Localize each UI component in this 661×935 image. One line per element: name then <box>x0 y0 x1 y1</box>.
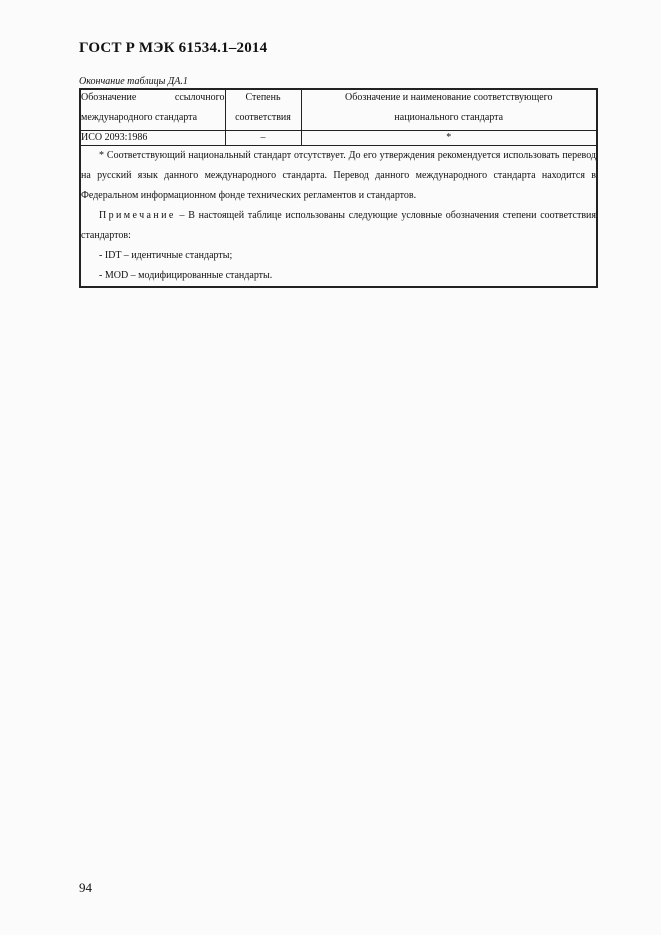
column-header-line: Обозначение ссылочного <box>81 92 225 103</box>
column-header-degree <box>225 89 301 131</box>
column-header-national-standard <box>301 89 597 131</box>
footnote-paragraph: * Соответствующий национальный стандарт отсутствует. До его утверждения рекомендуется использовать перевод на русский язык данного международного стандарта. Перевод данного международного стандарта находится в Федеральном информационном фонде технических регламентов и стандартов. <box>81 150 596 201</box>
document-header: ГОСТ Р МЭК 61534.1–2014 <box>79 40 268 56</box>
column-header-line: национального стандарта <box>394 112 504 123</box>
column-header-line: соответствия <box>235 112 291 123</box>
page-number: 94 <box>79 880 92 895</box>
note-paragraph <box>81 206 596 246</box>
table-header-row <box>80 89 597 131</box>
standards-table <box>79 88 598 288</box>
note-list-item: - IDT – идентичные стандарты; <box>99 250 233 261</box>
column-header-reference-standard <box>80 89 225 131</box>
table-caption: Окончание таблицы ДА.1 <box>79 76 188 87</box>
note-list-item: - MOD – модифицированные стандарты. <box>99 270 273 281</box>
cell-degree: – <box>225 131 301 146</box>
column-header-line: Степень <box>245 92 281 103</box>
cell-reference-standard: ИСО 2093:1986 <box>80 131 225 146</box>
note-text: – В настоящей таблице использованы следующие условные обозначения степени соответствия стандартов: <box>81 210 596 241</box>
table-footnote <box>80 146 597 288</box>
column-header-line: Обозначение и наименование соответствующего <box>345 92 553 103</box>
column-header-line: международного стандарта <box>81 112 198 123</box>
note-label: Примечание <box>99 210 176 221</box>
table-footnote-row <box>80 146 597 288</box>
table-row <box>80 131 597 146</box>
cell-national-standard: * <box>301 131 597 146</box>
